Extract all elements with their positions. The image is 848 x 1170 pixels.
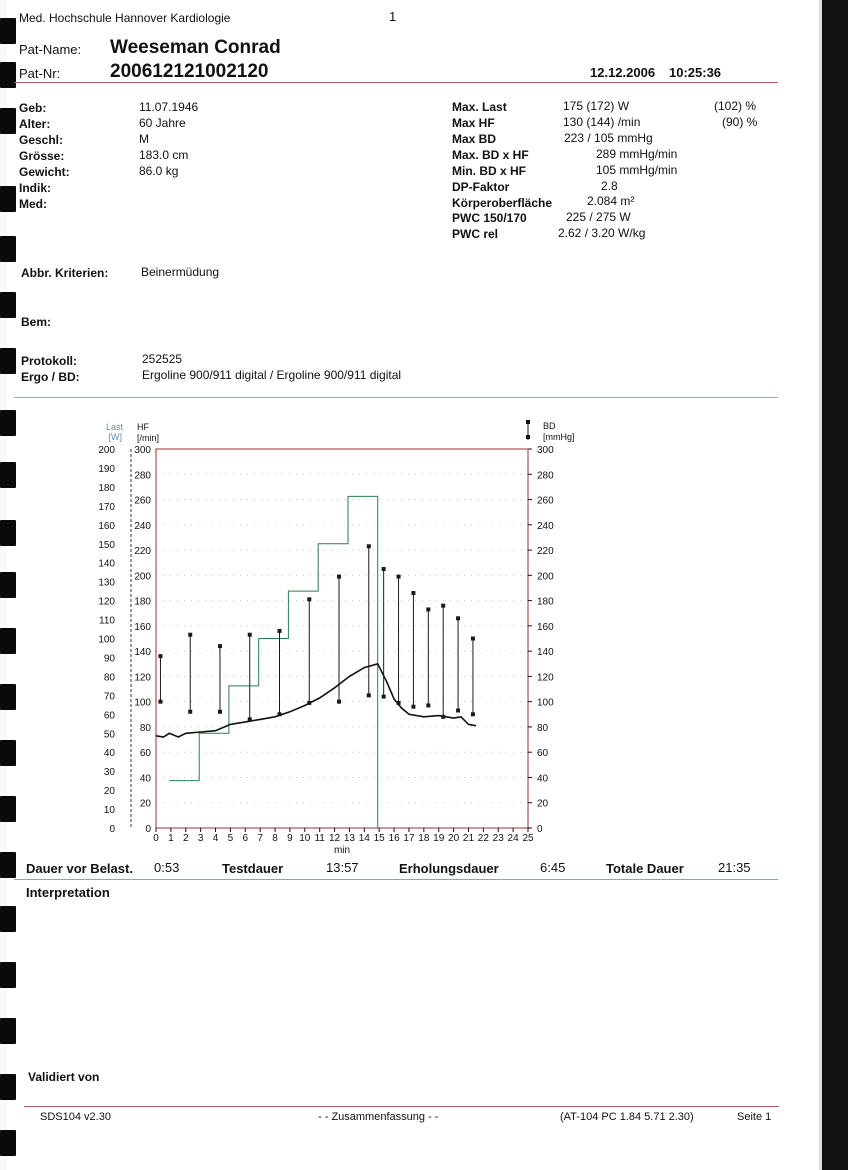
- chart-series: [156, 496, 476, 828]
- load-tick-label: 30: [103, 767, 115, 779]
- duration-test-label: Testdauer: [222, 861, 284, 876]
- x-tick-label: 20: [448, 833, 460, 844]
- load-tick-label: 130: [98, 577, 115, 589]
- load-tick-label: 120: [98, 596, 115, 608]
- x-tick-label: 22: [477, 833, 489, 844]
- duration-total-label: Totale Dauer: [606, 861, 684, 876]
- x-tick-label: 3: [197, 833, 204, 844]
- x-tick-label: 17: [403, 833, 415, 844]
- bp-systolic-marker: [367, 544, 371, 548]
- abbr-kriterien-value: Beinermüdung: [141, 265, 220, 279]
- bp-tick-label: 180: [537, 596, 554, 608]
- result-label: Körperoberfläche: [452, 196, 553, 210]
- durations-divider: [14, 879, 778, 880]
- patient-field-label: Geb:: [19, 101, 47, 115]
- x-tick-label: 7: [257, 833, 263, 844]
- bp-tick-label: 20: [537, 798, 549, 810]
- load-tick-label: 190: [98, 463, 115, 475]
- bp-systolic-marker: [188, 633, 192, 637]
- bp-diastolic-marker: [188, 710, 192, 714]
- bp-systolic-marker: [471, 637, 475, 641]
- patient-field-value: 183.0 cm: [139, 148, 189, 162]
- x-tick-label: 19: [433, 833, 445, 844]
- punch-hole: [0, 962, 16, 988]
- hr-tick-label: 300: [134, 445, 151, 456]
- bp-diastolic-marker: [248, 717, 252, 721]
- bp-systolic-marker: [218, 644, 222, 648]
- x-tick-label: 15: [373, 833, 385, 844]
- bp-tick-label: 220: [537, 546, 554, 558]
- patient-number: 200612121002120: [110, 61, 269, 82]
- x-tick-label: 8: [272, 833, 278, 844]
- load-tick-label: 70: [103, 691, 115, 703]
- footer-page: Seite 1: [737, 1111, 772, 1123]
- result-value: 105 mmHg/min: [596, 163, 678, 177]
- hr-tick-label: 220: [134, 546, 151, 558]
- x-tick-label: 2: [182, 833, 189, 844]
- result-value: 289 mmHg/min: [596, 147, 678, 161]
- abbr-kriterien-label: Abbr. Kriterien:: [21, 266, 109, 280]
- result-value: 2.62 / 3.20 W/kg: [558, 226, 646, 240]
- hr-tick-label: 120: [134, 672, 151, 684]
- x-tick-label: 12: [328, 833, 341, 844]
- x-tick-label: 21: [462, 833, 475, 844]
- x-tick-label: 4: [212, 833, 219, 844]
- x-tick-label: 11: [314, 833, 325, 844]
- bp-legend-marker: [526, 420, 530, 424]
- bp-tick-label: 80: [537, 722, 549, 734]
- hr-tick-label: 40: [139, 773, 151, 785]
- x-tick-label: 23: [492, 833, 504, 844]
- patient-field-value: 86.0 kg: [139, 164, 179, 178]
- x-tick-label: 9: [287, 833, 293, 844]
- footer-system: (AT-104 PC 1.84 5.71 2.30): [560, 1111, 694, 1123]
- patient-field-value: 11.07.1946: [139, 100, 199, 114]
- result-label: Max. BD x HF: [452, 148, 529, 162]
- load-tick-label: 60: [103, 710, 115, 722]
- bem-label: Bem:: [21, 315, 52, 329]
- bp-tick-label: 60: [537, 748, 549, 760]
- bp-diastolic-marker: [337, 700, 341, 704]
- result-value: 223 / 105 mmHg: [564, 131, 653, 145]
- x-tick-label: 1: [168, 833, 174, 844]
- load-tick-label: 140: [98, 558, 115, 570]
- load-axis-unit: [W]: [108, 432, 122, 442]
- duration-pre-value: 0:53: [154, 860, 180, 875]
- load-tick-label: 100: [98, 634, 115, 646]
- hr-tick-label: 160: [134, 621, 151, 633]
- hr-tick-label: 140: [134, 647, 151, 659]
- load-tick-label: 0: [109, 824, 115, 835]
- result-label: DP-Faktor: [452, 180, 510, 194]
- x-tick-label: 14: [358, 833, 370, 844]
- load-tick-label: 200: [98, 445, 115, 456]
- hr-tick-label: 60: [139, 748, 151, 760]
- bp-tick-label: 260: [537, 495, 554, 507]
- hr-tick-label: 180: [134, 596, 151, 608]
- hr-tick-label: 20: [139, 798, 151, 810]
- footer-title: - - Zusammenfassung - -: [318, 1111, 439, 1123]
- load-axis-label: Last: [105, 422, 123, 432]
- interpretation-label: Interpretation: [26, 885, 110, 900]
- hr-tick-label: 0: [145, 824, 151, 835]
- load-tick-label: 110: [99, 615, 115, 627]
- result-label: PWC rel: [452, 227, 499, 241]
- bp-diastolic-marker: [397, 701, 401, 705]
- chart-axes: [98, 420, 574, 856]
- bp-axis-unit: [mmHg]: [543, 432, 575, 442]
- patient-field-label: Med:: [19, 197, 47, 211]
- ergo-value: Ergoline 900/911 digital / Ergoline 900/911 digital: [142, 368, 402, 382]
- bp-tick-label: 0: [537, 824, 543, 835]
- load-tick-label: 40: [103, 748, 115, 760]
- x-tick-label: 10: [299, 833, 311, 844]
- result-value: 175 (172) W: [563, 99, 630, 113]
- load-tick-label: 50: [103, 729, 115, 741]
- result-label: PWC 150/170: [452, 211, 527, 225]
- load-tick-label: 150: [98, 539, 115, 551]
- patient-field-label: Geschl:: [19, 133, 64, 147]
- duration-pre-label: Dauer vor Belast.: [26, 861, 133, 876]
- bp-diastolic-marker: [307, 701, 311, 705]
- bp-systolic-marker: [441, 604, 445, 608]
- load-tick-label: 90: [103, 653, 115, 665]
- x-tick-label: 13: [343, 833, 356, 844]
- bp-diastolic-marker: [218, 710, 222, 714]
- bp-systolic-marker: [426, 607, 430, 611]
- bp-systolic-marker: [397, 575, 401, 579]
- load-tick-label: 80: [103, 672, 115, 684]
- load-tick-label: 160: [98, 520, 115, 532]
- load-tick-label: 20: [103, 786, 115, 798]
- hr-axis-label: HF: [137, 422, 149, 432]
- bp-tick-label: 120: [537, 672, 554, 684]
- bp-diastolic-marker: [426, 703, 430, 707]
- hr-tick-label: 200: [134, 571, 151, 583]
- result-value: 130 (144) /min: [563, 115, 641, 129]
- result-label: Max HF: [452, 116, 495, 130]
- load-series-line: [169, 496, 377, 828]
- x-axis-label: min: [333, 845, 351, 856]
- patient-field-label: Grösse:: [19, 149, 65, 163]
- bp-tick-label: 160: [537, 621, 554, 633]
- result-label: Max BD: [452, 132, 497, 146]
- patient-field-label: Indik:: [19, 181, 51, 195]
- bp-tick-label: 200: [537, 571, 554, 583]
- result-percent: (102) %: [714, 99, 757, 113]
- protokoll-label: Protokoll:: [21, 354, 77, 368]
- bp-axis-label: BD: [543, 421, 556, 431]
- punch-hole: [0, 1074, 16, 1100]
- pat-name-label: Pat-Name:: [19, 42, 82, 57]
- bp-diastolic-marker: [158, 700, 162, 704]
- duration-recovery-value: 6:45: [540, 860, 566, 875]
- duration-total-value: 21:35: [718, 860, 751, 875]
- bp-systolic-marker: [158, 654, 162, 658]
- result-percent: (90) %: [722, 115, 758, 129]
- hr-tick-label: 100: [134, 697, 151, 709]
- x-tick-label: 6: [242, 833, 249, 844]
- bp-tick-label: 40: [537, 773, 549, 785]
- pat-nr-label: Pat-Nr:: [19, 66, 61, 81]
- bp-diastolic-marker: [456, 709, 460, 713]
- x-tick-label: 16: [388, 833, 400, 844]
- bp-diastolic-marker: [278, 712, 282, 716]
- exam-time: 10:25:36: [669, 65, 722, 80]
- institution: Med. Hochschule Hannover Kardiologie: [19, 11, 231, 25]
- bp-systolic-marker: [337, 575, 341, 579]
- hr-tick-label: 260: [134, 495, 151, 507]
- footer-version: SDS104 v2.30: [40, 1111, 111, 1123]
- page-number: 1: [389, 9, 397, 24]
- patient-name: Weeseman Conrad: [110, 37, 281, 58]
- bp-tick-label: 140: [537, 647, 554, 659]
- punch-hole: [0, 1018, 16, 1044]
- result-label: Min. BD x HF: [452, 164, 526, 178]
- result-value: 2.084 m²: [587, 194, 635, 208]
- patient-field-value: M: [139, 132, 149, 146]
- duration-recovery-label: Erholungsdauer: [399, 861, 499, 876]
- punch-hole: [0, 1130, 16, 1156]
- hr-tick-label: 280: [134, 470, 151, 482]
- hr-tick-label: 240: [134, 520, 151, 532]
- protokoll-value: 252525: [142, 352, 183, 366]
- result-value: 225 / 275 W: [566, 210, 631, 224]
- patient-field-value: 60 Jahre: [139, 116, 186, 130]
- bp-systolic-marker: [382, 567, 386, 571]
- validiert-label: Validiert von: [28, 1070, 100, 1084]
- punch-hole: [0, 906, 16, 932]
- bp-tick-label: 100: [537, 697, 554, 709]
- bp-legend-marker: [526, 435, 530, 439]
- x-tick-label: 5: [227, 833, 234, 844]
- bp-diastolic-marker: [382, 695, 386, 699]
- bp-systolic-marker: [278, 629, 282, 633]
- exam-date: 12.12.2006: [590, 65, 656, 80]
- bp-diastolic-marker: [441, 715, 445, 719]
- footer-divider: [24, 1106, 779, 1107]
- bp-tick-label: 300: [537, 445, 554, 456]
- bp-systolic-marker: [248, 633, 252, 637]
- bp-diastolic-marker: [411, 705, 415, 709]
- load-tick-label: 170: [98, 501, 115, 513]
- x-tick-label: 0: [153, 833, 159, 844]
- duration-test-value: 13:57: [326, 860, 359, 875]
- result-label: Max. Last: [452, 100, 507, 114]
- x-tick-label: 25: [522, 833, 534, 844]
- load-tick-label: 180: [98, 482, 115, 494]
- ergo-label: Ergo / BD:: [21, 370, 80, 384]
- bp-tick-label: 240: [537, 520, 554, 532]
- x-tick-label: 18: [418, 833, 430, 844]
- result-value: 2.8: [601, 179, 618, 193]
- bp-systolic-marker: [411, 591, 415, 595]
- patient-field-label: Alter:: [19, 117, 51, 131]
- bp-diastolic-marker: [367, 693, 371, 697]
- hr-tick-label: 80: [139, 722, 151, 734]
- x-tick-label: 24: [507, 833, 519, 844]
- patient-field-label: Gewicht:: [19, 165, 70, 179]
- bp-tick-label: 280: [537, 470, 554, 482]
- hr-axis-unit: [/min]: [137, 433, 160, 443]
- bp-systolic-marker: [307, 597, 311, 601]
- bp-diastolic-marker: [471, 712, 475, 716]
- load-tick-label: 10: [103, 805, 115, 817]
- bp-systolic-marker: [456, 616, 460, 620]
